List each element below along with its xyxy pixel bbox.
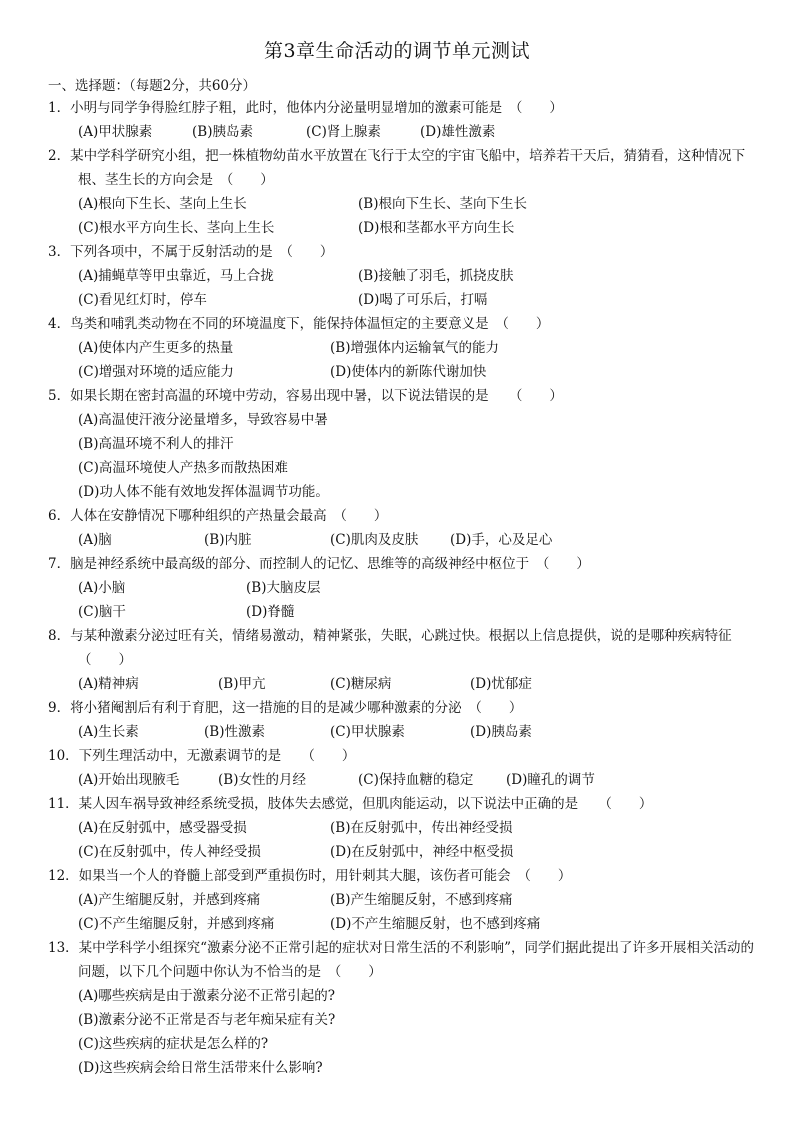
option-c: (C)这些疾病的症状是怎么样的? — [78, 1036, 269, 1052]
option-d: (D)不产生缩腿反射，也不感到疼痛 — [330, 916, 541, 932]
option-a: (A)脑 — [78, 532, 112, 548]
question-8 — [48, 624, 758, 696]
option-b: (B)激素分泌不正常是否与老年痴呆症有关? — [78, 1012, 336, 1028]
option-a: (A)哪些疾病是由于激素分泌不正常引起的? — [78, 988, 336, 1004]
option-c: (C)看见红灯时，停车 — [78, 292, 207, 308]
question-stem: 4．鸟类和哺乳类动物在不同的环境温度下，能保持体温恒定的主要意义是 （ ） — [48, 316, 550, 332]
option-d: (D)胰岛素 — [470, 724, 532, 740]
question-stem: 7．脑是神经系统中最高级的部分、而控制人的记忆、思维等的高级神经中枢位于 （ ） — [48, 556, 590, 572]
question-12 — [48, 864, 758, 936]
option-b: (B)女性的月经 — [218, 772, 306, 788]
option-c: (C)不产生缩腿反射，并感到疼痛 — [78, 916, 275, 932]
question-stem: 1．小明与同学争得脸红脖子粗，此时，他体内分泌量明显增加的激素可能是 （ ） — [48, 100, 563, 116]
question-stem: 6．人体在安静情况下哪种组织的产热量会最高 （ ） — [48, 508, 388, 524]
question-stem: 12．如果当一个人的脊髓上部受到严重损伤时，用针刺其大腿，该伤者可能会 （ ） — [48, 868, 572, 884]
option-c: (C)保持血糖的稳定 — [358, 772, 474, 788]
question-1 — [48, 96, 758, 144]
question-stem: 13．某中学科学小组探究“激素分泌不正常引起的症状对日常生活的不利影响”，同学们据此提出了许多开展相关活动的问题，以下几个问题中你认为不恰当的是 （ ） — [48, 940, 754, 980]
option-c: (C)脑干 — [78, 604, 126, 620]
option-d: (D)雄性激素 — [420, 124, 496, 140]
option-d: (D)喝了可乐后，打嗝 — [358, 292, 488, 308]
option-d: (D)忧郁症 — [470, 676, 532, 692]
option-a: (A)生长素 — [78, 724, 139, 740]
option-b: (B)胰岛素 — [192, 124, 253, 140]
option-b: (B)增强体内运输氧气的能力 — [330, 340, 499, 356]
option-a: (A)小脑 — [78, 580, 126, 596]
option-a: (A)高温使汗液分泌量增多，导致容易中暑 — [78, 412, 328, 428]
question-stem: 2．某中学科学研究小组，把一株植物幼苗水平放置在飞行于太空的宇宙飞船中，培养若干天后，猜猜看，这种情况下根、茎生长的方向会是 （ ） — [48, 148, 746, 188]
page-title: 第3章生命活动的调节单元测试 — [263, 40, 531, 62]
option-b: (B)在反射弧中，传出神经受损 — [330, 820, 513, 836]
option-b: (B)甲亢 — [218, 676, 266, 692]
option-d: (D)使体内的新陈代谢加快 — [330, 364, 487, 380]
option-d: (D)瞳孔的调节 — [506, 772, 595, 788]
option-a: (A)精神病 — [78, 676, 139, 692]
question-stem: 5．如果长期在密封高温的环境中劳动，容易出现中暑，以下说法错误的是 （ ） — [48, 388, 563, 404]
question-10 — [48, 744, 758, 792]
question-stem: 9．将小猪阉割后有利于育肥，这一措施的目的是减少哪种激素的分泌 （ ） — [48, 700, 523, 716]
option-d: (D)手，心及足心 — [450, 532, 553, 548]
option-c: (C)肾上腺素 — [306, 124, 381, 140]
question-stem: 10．下列生理活动中，无激素调节的是 （ ） — [48, 748, 356, 764]
option-a: (A)开始出现腋毛 — [78, 772, 180, 788]
option-c: (C)高温环境使人产热多而散热困难 — [78, 460, 288, 476]
option-a: (A)捕蝇草等甲虫靠近，马上合拢 — [78, 268, 274, 284]
question-9 — [48, 696, 758, 744]
option-b: (B)接触了羽毛，抓挠皮肤 — [358, 268, 514, 284]
question-13 — [48, 936, 758, 1080]
question-6 — [48, 504, 758, 552]
option-a: (A)使体内产生更多的热量 — [78, 340, 234, 356]
option-d: (D)功人体不能有效地发挥体温调节功能。 — [78, 484, 329, 500]
question-stem: 11．某人因车祸导致神经系统受损，肢体失去感觉，但肌肉能运动，以下说法中正确的是 （ ） — [48, 796, 653, 812]
option-c: (C)根水平方向生长、茎向上生长 — [78, 220, 275, 236]
option-b: (B)产生缩腿反射，不感到疼痛 — [330, 892, 513, 908]
option-c: (C)甲状腺素 — [330, 724, 405, 740]
option-c: (C)糖尿病 — [330, 676, 392, 692]
option-b: (B)大脑皮层 — [246, 580, 321, 596]
question-3 — [48, 240, 758, 312]
question-5 — [48, 384, 758, 504]
question-11 — [48, 792, 758, 864]
option-c: (C)肌肉及皮肤 — [330, 532, 419, 548]
option-a: (A)在反射弧中，感受器受损 — [78, 820, 247, 836]
question-4 — [48, 312, 758, 384]
option-b: (B)高温环境不利人的排汗 — [78, 436, 234, 452]
option-d: (D)在反射弧中，神经中枢受损 — [330, 844, 514, 860]
option-d: (D)脊髓 — [246, 604, 295, 620]
option-b: (B)内脏 — [204, 532, 252, 548]
question-2 — [48, 144, 758, 240]
option-a: (A)甲状腺素 — [78, 124, 153, 140]
option-b: (B)根向下生长、茎向下生长 — [358, 196, 527, 212]
section-heading: 一、选择题：（每题2分，共60分） — [48, 78, 257, 94]
option-b: (B)性激素 — [204, 724, 265, 740]
option-c: (C)增强对环境的适应能力 — [78, 364, 234, 380]
question-stem: 8．与某种激素分泌过旺有关，情绪易激动，精神紧张，失眠，心跳过快。根据以上信息提供，说的是哪种疾病特征 （ ） — [48, 628, 746, 668]
option-a: (A)根向下生长、茎向上生长 — [78, 196, 247, 212]
question-stem: 3．下列各项中，不属于反射活动的是 （ ） — [48, 244, 334, 260]
question-7 — [48, 552, 758, 624]
option-a: (A)产生缩腿反射，并感到疼痛 — [78, 892, 261, 908]
option-c: (C)在反射弧中，传人神经受损 — [78, 844, 261, 860]
option-d: (D)根和茎都水平方向生长 — [358, 220, 515, 236]
option-d: (D)这些疾病会给日常生活带来什么影响? — [78, 1060, 323, 1076]
